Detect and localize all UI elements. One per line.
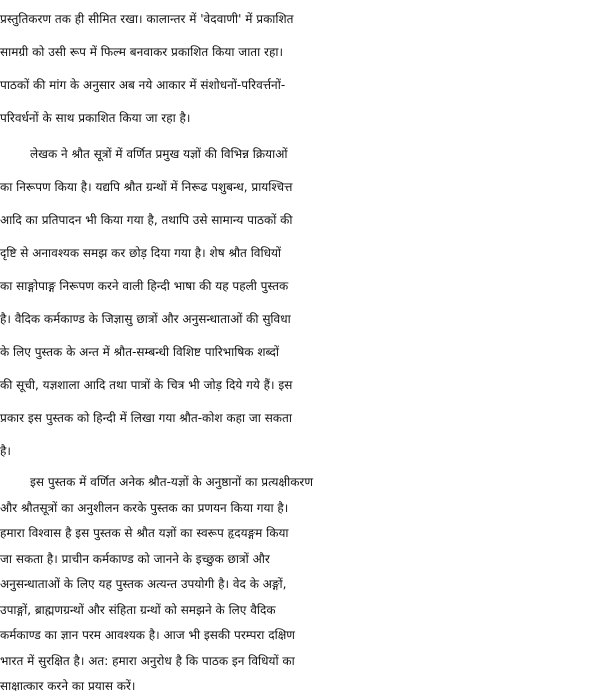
text-line: पाठकों की मांग के अनुसार अब नये आकार में संशोधनों-परिवर्त्तनों- <box>0 78 286 92</box>
text-line: है। <box>0 444 11 458</box>
text-line: सामग्री को उसी रूप में फिल्म बनवाकर प्रकाशित किया जाता रहा। <box>0 45 283 59</box>
text-line: आदि का प्रतिपादन भी किया गया है, तथापि उसे सामान्य पाठकों की <box>0 213 293 227</box>
text-line: जा सकता है। प्राचीन कर्मकाण्ड को जानने के इच्छुक छात्रों और <box>0 551 270 566</box>
text-line: का साङ्गोपाङ्ग निरूपण करने वाली हिन्दी भाषा की यह पहली पुस्तक <box>0 279 289 293</box>
text-line: के लिए पुस्तक के अन्त में श्रौत-सम्बन्धी विशिष्ट पारिभाषिक शब्दों <box>0 345 279 359</box>
text-line: हमारा विश्वास है इस पुस्तक से श्रौत यज्ञों का स्वरूप हृदयङ्गम किया <box>0 526 289 540</box>
paragraph-first-line: लेखक ने श्रौत सूत्रों में वर्णित प्रमुख यज्ञों की विभिन्न क्रियाओं <box>30 147 288 161</box>
text-line: साक्षात्कार करने का प्रयास करें। <box>0 679 136 693</box>
paragraph-first-line: इस पुस्तक में वर्णित अनेक श्रौत-यज्ञों के अनुष्ठानों का प्रत्यक्षीकरण <box>30 475 314 489</box>
text-line: परिवर्धनों के साथ प्रकाशित किया जा रहा है। <box>0 111 191 125</box>
text-line: प्रस्तुतिकरण तक ही सीमित रखा। कालान्तर में 'वेदवाणी' में प्रकाशित <box>0 12 294 26</box>
text-line: का निरूपण किया है। यद्यपि श्रौत ग्रन्थों में निरूढ पशुबन्ध, प्रायश्चित्त <box>0 180 293 194</box>
text-line: है। वैदिक कर्मकाण्ड के जिज्ञासु छात्रों और अनुसन्धाताओं की सुविधा <box>0 312 291 326</box>
text-line: प्रकार इस पुस्तक को हिन्दी में लिखा गया श्रौत-कोश कहा जा सकता <box>0 411 292 425</box>
text-line: की सूची, यज्ञशाला आदि तथा पात्रों के चित्र भी जोड़ दिये गये हैं। इस <box>0 378 293 392</box>
text-line: उपाङ्गों, ब्राह्मणग्रन्थों और संहिता ग्रन्थों को समझने के लिए वैदिक <box>0 602 276 617</box>
text-line: अनुसन्धाताओं के लिए यह पुस्तक अत्यन्त उपयोगी है। वेद के अङ्गों, <box>0 577 287 591</box>
text-line: और श्रौतसूत्रों का अनुशीलन करके पुस्तक का प्रणयन किया गया है। <box>0 500 289 515</box>
text-line: कर्मकाण्ड का ज्ञान परम आवश्यक है। आज भी इसकी परम्परा दक्षिण <box>0 628 295 642</box>
text-line: भारत में सुरक्षित है। अत: हमारा अनुरोध है कि पाठक इन विधियों का <box>0 653 295 668</box>
text-line: दृष्टि से अनावश्यक समझ कर छोड़ दिया गया है। शेष श्रौत विधियों <box>0 246 282 260</box>
